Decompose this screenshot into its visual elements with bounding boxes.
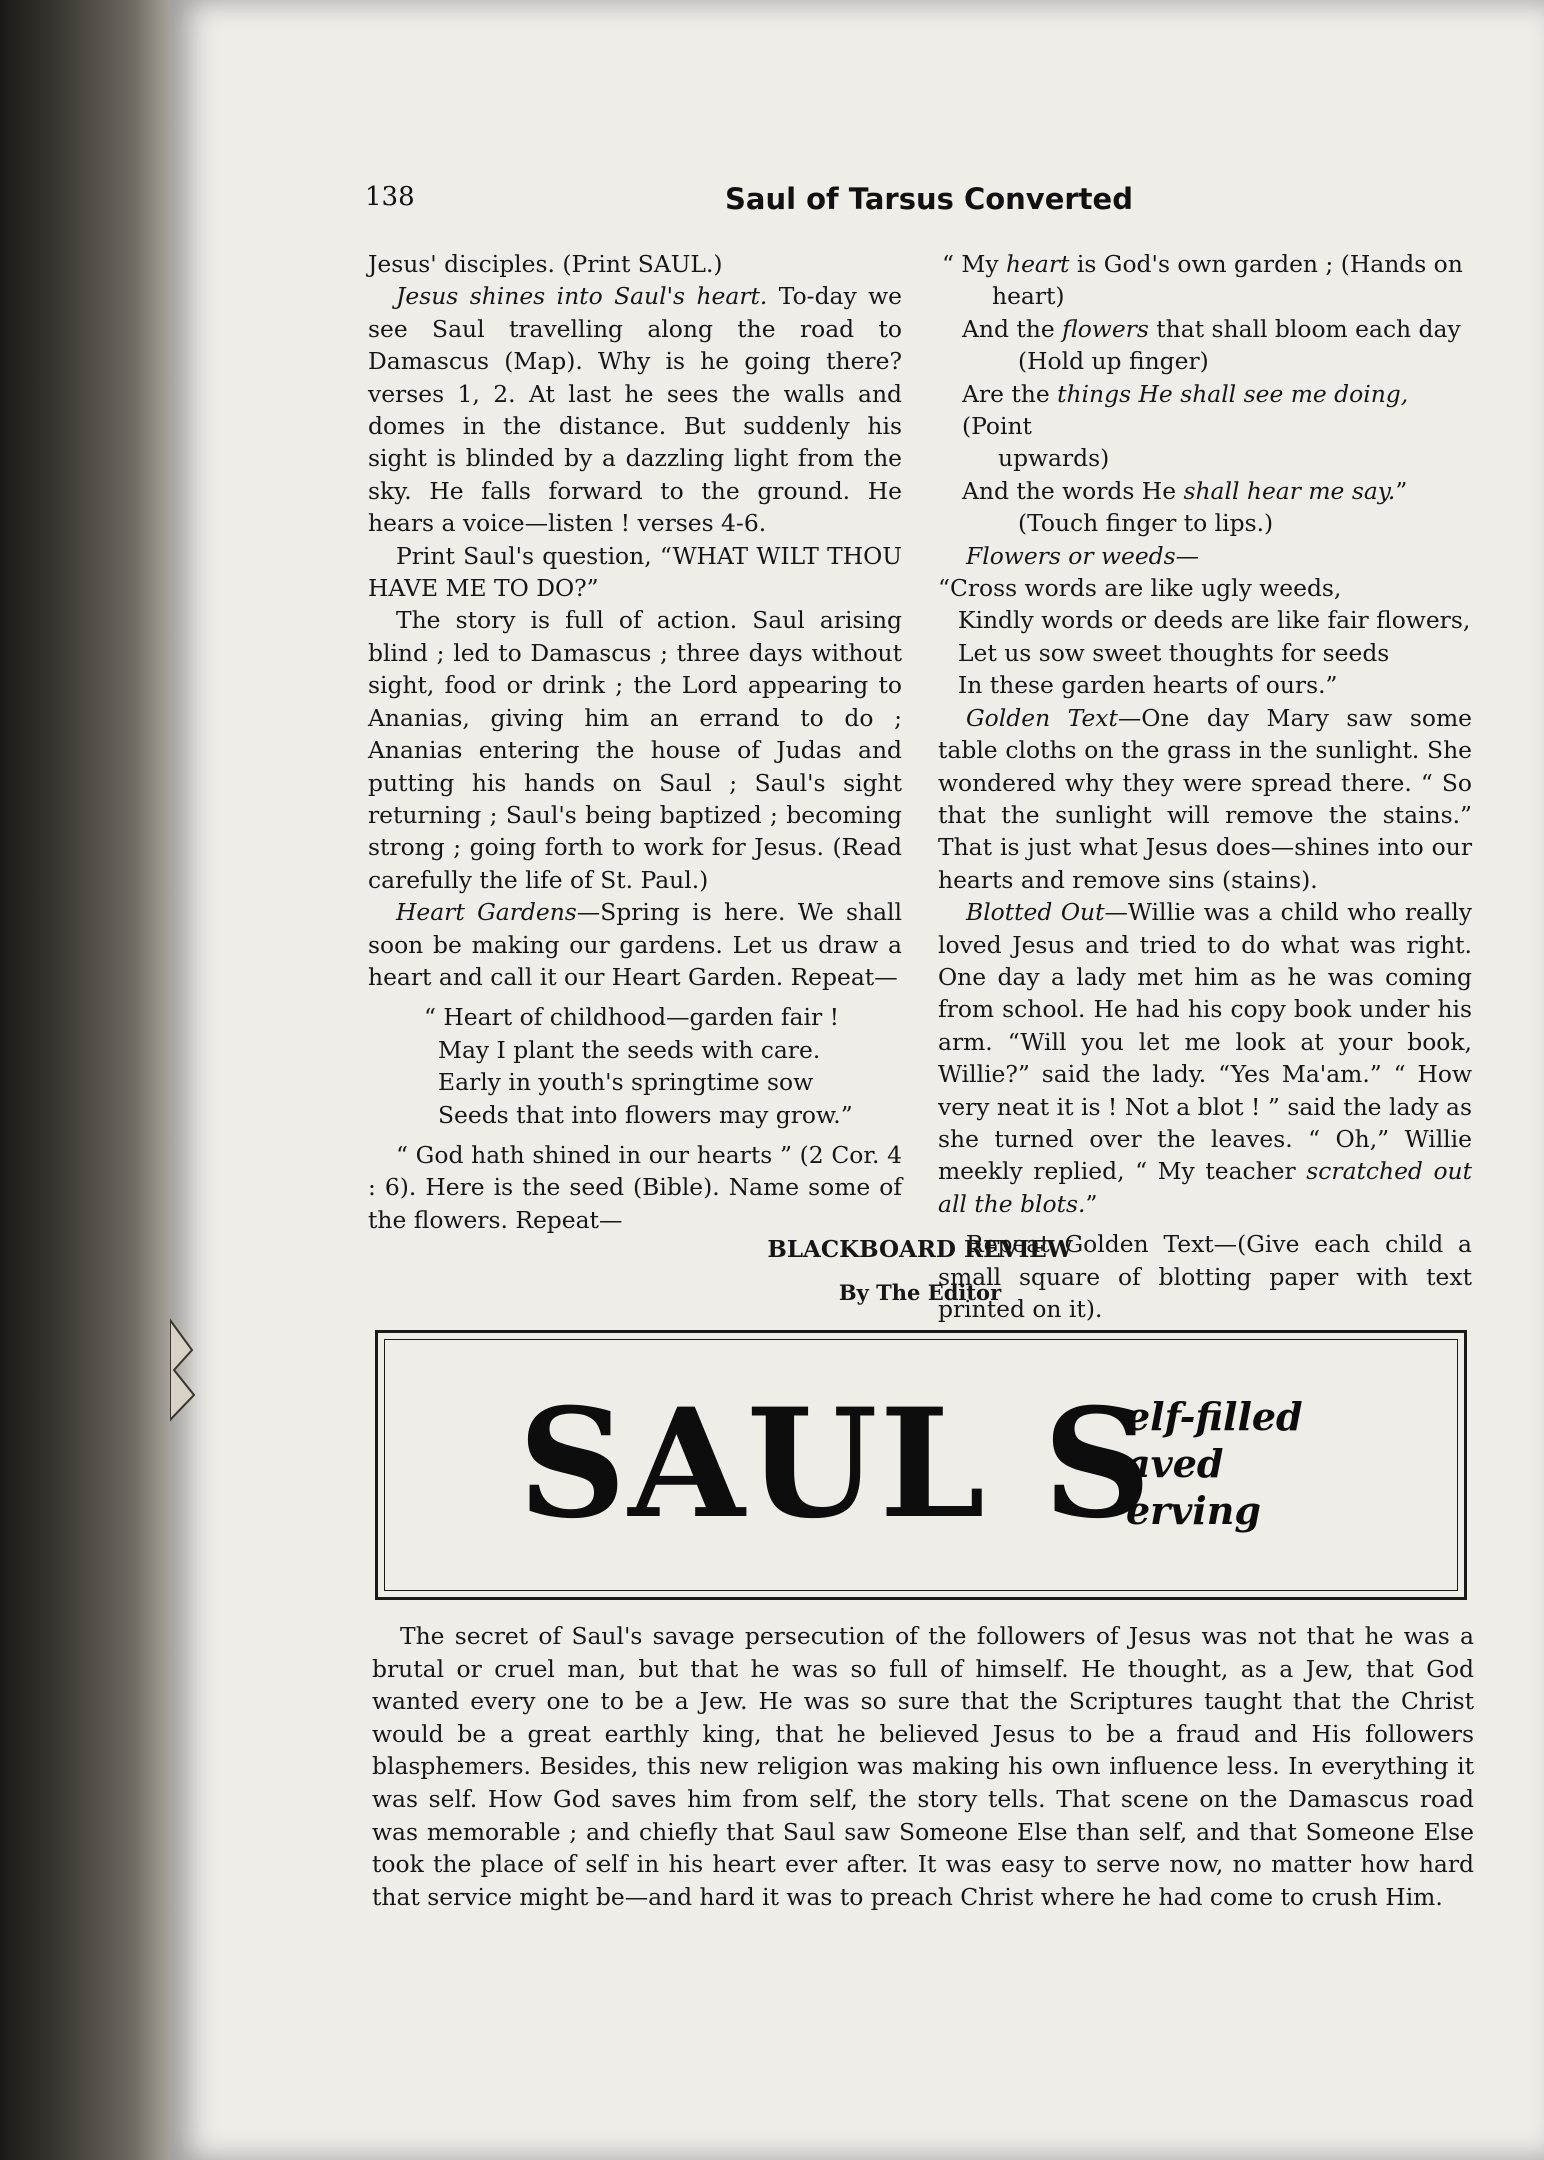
blackboard-word [518,1376,1154,1552]
paragraph: The story is full of action. Saul arising blind ; led to Damascus ; three days without sight, food or drink ; the Lord appearing to Ananias, giving him an errand to do ; Ananias entering the house of Judas and putting his hands on Saul ; Saul's sight returning ; Saul's being baptized ; becoming strong ; going forth to work for Jesus. (Read carefully the life of St. Paul.) [368,606,902,894]
blackboard-box [375,1330,1467,1600]
poem-line: heart) [992,282,1065,311]
poem-weeds [938,572,1472,702]
paragraph: “ God hath shined in our hearts ” (2 Cor. 4 : 6). Here is the seed (Bible). Name some of the flowers. Repeat— [368,1140,902,1234]
poem-line: “Cross words are like ugly weeds, [938,574,1342,603]
poem-line: In these garden hearts of ours.” [958,671,1338,700]
poem-line: Are the things He shall see me doing, (Point [962,379,1409,441]
paragraph: Golden Text—One day Mary saw some table cloths on the grass in the sunlight. She wondered why they were spread there. “ So that the sunlight will remove the stains.” That is just what Jesus does—shines into our hearts and remove sins (stains). [938,703,1472,894]
closing-paragraph: The secret of Saul's savage persecution of the followers of Jesus was not that he was a brutal or cruel man, but that he was so full of himself. He thought, as a Jew, that God wanted every one to be a Jew. He was so sure that the Scriptures taught that the Christ would be a great earthly king, that he believed Jesus to be a fraud and His followers blasphemers. Besides, this new religion was making his own influence less. In everything it was self. How God saves him from self, the story tells. That scene on the Damascus road was memorable ; and chiefly that Saul saw Someone Else than self, and that Someone Else took the place of self in his heart ever after. It was easy to serve now, no matter how hard that service might be—and hard it was to preach Christ where he had come to crush Him. [372,1622,1474,1911]
big-letter: S [1043,1376,1154,1552]
book-spine [0,0,190,2160]
italic-lead: Golden Text [966,703,1118,732]
right-column [938,248,1472,1325]
poem-hands [942,248,1472,540]
bookmark-ribbon-icon [170,1310,200,1430]
page-number: 138 [365,182,415,212]
italic-lead: Jesus shines into Saul's heart. [396,282,768,311]
paragraph: Blotted Out—Willie was a child who really loved Jesus and tried to do what was right. One day a lady met him as he was coming from school. He had his copy book under his arm. “Will you let me look at your book, Willie?” said the lady. “Yes Ma'am.” “ How very neat it is ! Not a blot ! ” said the lady as she turned over the leaves. “ Oh,” Willie meekly replied, “ My teacher scratched out all the blots.” [938,898,1473,1218]
verse-line: Seeds that into flowers may grow.” [438,1100,853,1129]
section-byline: By The Editor [838,1280,1002,1305]
poem-line: “ My heart is God's own garden ; (Hands on [942,250,1463,278]
poem-line: (Touch finger to lips.) [1018,509,1274,538]
acrostic-list [1126,1393,1303,1534]
acrostic-item: aved [1126,1441,1224,1486]
verse-line: Early in youth's springtime sow [438,1068,814,1097]
paragraph: Repeat Golden Text—(Give each child a small square of blotting paper with text printed on it). [938,1230,1472,1323]
paragraph: Heart Gardens—Spring is here. We shall soon be making our gardens. Let us draw a heart and call it our Heart Garden. Repeat— [368,898,902,991]
paragraph: Print Saul's question, “WHAT WILT THOU HAVE ME TO DO?” [368,541,902,603]
poem-line: Let us sow sweet thoughts for seeds [958,638,1390,667]
italic-lead: Flowers or weeds— [966,541,1200,570]
poem-line: (Hold up finger) [1018,347,1209,376]
poem-line: upwards) [998,444,1110,473]
poem-line: Kindly words or deeds are like fair flowers, [958,606,1471,635]
paragraph: Jesus shines into Saul's heart. To-day we see Saul travelling along the road to Damascus (Map). Why is he going there? verses 1, 2. At last he sees the walls and domes in the distance. But suddenly his sight is blinded by a dazzling light from the sky. He falls forward to the ground. He hears a voice—listen ! verses 4-6. [368,282,903,538]
running-title: Saul of Tarsus Converted [725,182,1133,216]
big-word: SAUL [518,1376,987,1552]
verse-block [424,1001,902,1131]
italic-lead: Heart Gardens [396,898,577,927]
section-title: BLACKBOARD REVIEW [767,1236,1073,1263]
paragraph: Jesus' disciples. (Print SAUL.) [368,250,723,278]
page-header [365,182,1475,222]
poem-line: And the flowers that shall bloom each day [962,314,1461,343]
acrostic-item: elf-filled [1126,1394,1303,1439]
verse-line: “ Heart of childhood—garden fair ! [424,1003,839,1032]
left-column [368,248,902,1236]
acrostic-item: erving [1126,1488,1261,1533]
italic-lead: Blotted Out [966,898,1105,927]
verse-line: May I plant the seeds with care. [438,1035,821,1064]
poem-line: And the words He shall hear me say.” [962,476,1408,505]
